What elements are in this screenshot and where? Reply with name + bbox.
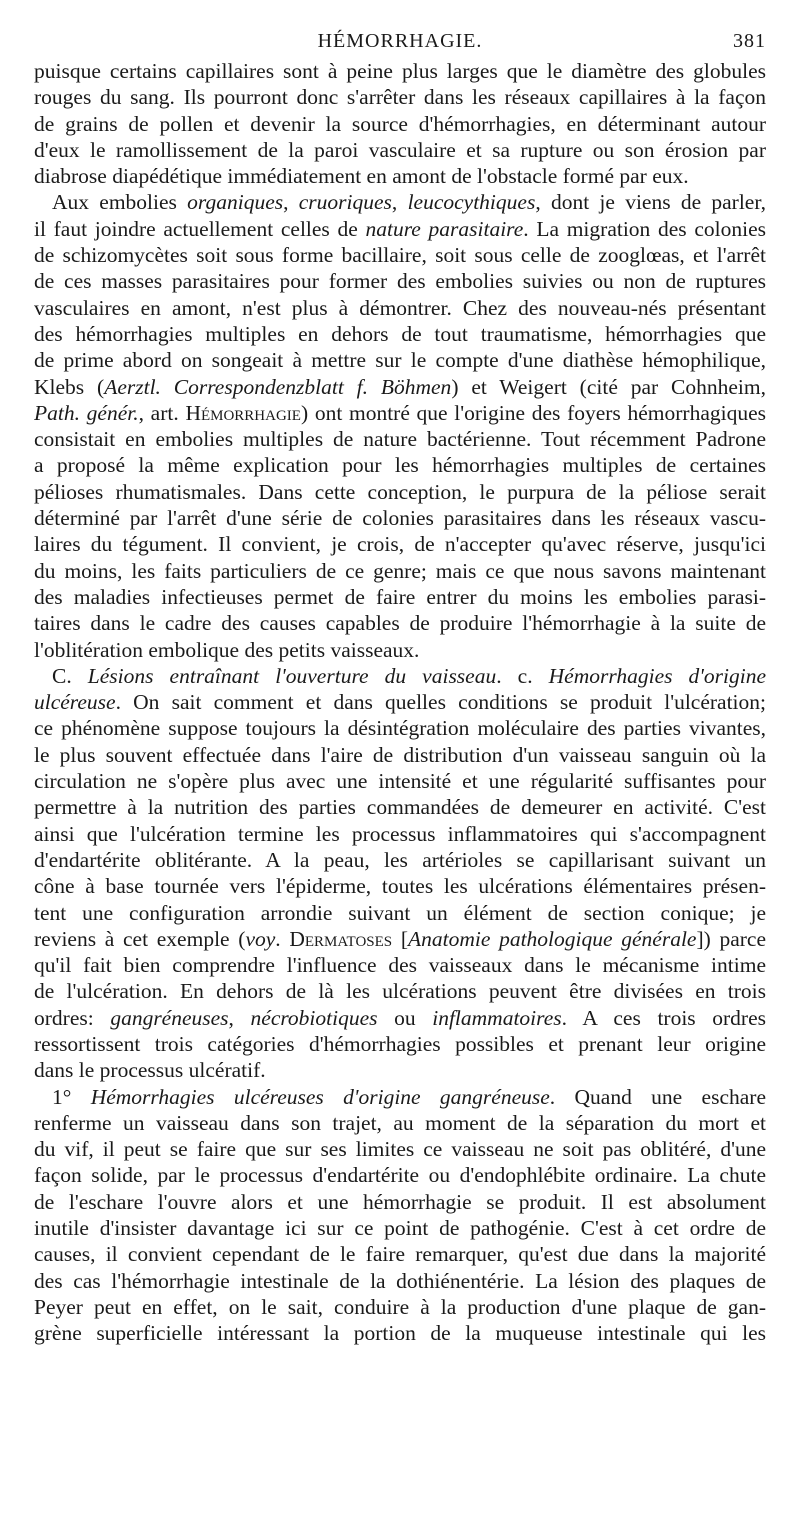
text-line: 1° Hémorrhagies ulcéreuses d'origine gangréneuse. Quand une eschare [52, 1084, 766, 1109]
text-line: ainsi que l'ulcération termine les processus inflammatoires qui s'accompagnent [34, 821, 766, 846]
text-line: vasculaires en amont, n'est plus à démontrer. Chez des nouveau-nés présentant [34, 295, 766, 320]
text-line: de ces masses parasitaires pour former des embolies suivies ou non de ruptures [34, 269, 766, 294]
page [34, 30, 766, 1347]
text-line: inutile d'insister davantage ici sur ce point de pathogénie. C'est à cet ordre de [34, 1216, 766, 1241]
text-line: taires dans le cadre des causes capables de produire l'hémorrhagie à la suite de [34, 611, 766, 636]
text-line: de grains de pollen et devenir la source d'hémorrhagies, en déterminant autour [34, 111, 766, 136]
text-line: renferme un vaisseau dans son trajet, au moment de la séparation du mort et [34, 1110, 766, 1135]
text-line: reviens à cet exemple (voy. Dermatoses [Anatomie pathologique générale]) parce [34, 926, 766, 951]
text-line: ce phénomène suppose toujours la désintégration moléculaire des parties vivantes, [34, 716, 766, 741]
text-line: causes, il convient cependant de le faire remarquer, qu'est due dans la majorité [34, 1242, 766, 1267]
text-line: de l'eschare l'ouvre alors et une hémorrhagie se produit. Il est absolument [34, 1189, 766, 1214]
text-line: circulation ne s'opère plus avec une intensité et une régularité suffisantes pour [34, 769, 766, 794]
page-number: 381 [733, 30, 766, 52]
text-line: de prime abord on songeait à mettre sur le compte d'une diathèse hémophilique, [34, 348, 766, 373]
text-line: grène superficielle intéressant la portion de la muqueuse intestinale qui les [34, 1321, 766, 1346]
text-line: façon solide, par le processus d'endartérite ou d'endophlébite ordinaire. La chute [34, 1163, 766, 1188]
text-line: ulcéreuse. On sait comment et dans quelles conditions se produit l'ulcération; [34, 690, 766, 715]
text-line: d'endartérite oblitérante. A la peau, les artérioles se capillarisant suivant un [34, 847, 766, 872]
text-line: le plus souvent effectuée dans l'aire de distribution d'un vaisseau sanguin où la [34, 742, 766, 767]
text-line: des hémorrhagies multiples en dehors de tout traumatisme, hémorrhagies que [34, 321, 766, 346]
text-line: de schizomycètes soit sous forme bacillaire, soit sous celle de zooglœas, et l'arrêt [34, 243, 766, 268]
running-head [34, 30, 766, 58]
text-line: a proposé la même explication pour les hémorrhagies multiples de certaines [34, 453, 766, 478]
text-line: qu'il fait bien comprendre l'influence des vaisseaux dans le mécanisme intime [34, 953, 766, 978]
text-line: puisque certains capillaires sont à peine plus larges que le diamètre des globules [34, 59, 766, 83]
text-line: Aux embolies organiques, cruoriques, leucocythiques, dont je viens de parler, [52, 190, 766, 215]
text-line: Peyer peut en effet, on le sait, conduire à la production d'une plaque de gan- [34, 1294, 766, 1319]
text-line: cône à base tournée vers l'épiderme, toutes les ulcérations élémentaires présen- [34, 874, 766, 899]
text-line: il faut joindre actuellement celles de nature parasitaire. La migration des colonies [34, 216, 766, 241]
text-line: C. Lésions entraînant l'ouverture du vaisseau. c. Hémorrhagies d'origine [52, 663, 766, 688]
text-line: de l'ulcération. En dehors de là les ulcérations peuvent être divisées en trois [34, 979, 766, 1004]
text-line: laires du tégument. Il convient, je crois, de n'accepter qu'avec réserve, jusqu'ici [34, 532, 766, 557]
text-line: du moins, les faits particuliers de ce genre; mais ce que nous savons maintenant [34, 558, 766, 583]
text-line: Klebs (Aerztl. Correspondenzblatt f. Böhmen) et Weigert (cité par Cohnheim, [34, 374, 766, 399]
text-line: du vif, il peut se faire que sur ses limites ce vaisseau ne soit pas oblitéré, d'une [34, 1137, 766, 1162]
body-text [34, 58, 766, 1347]
running-title: HÉMORRHAGIE. [317, 30, 483, 52]
text-line: diabrose diapédétique immédiatement en amont de l'obstacle formé par eux. [34, 164, 689, 189]
text-line: Path. génér., art. Hémorrhagie) ont montré que l'origine des foyers hémorrhagiques [34, 400, 766, 425]
text-line: pélioses rhumatismales. Dans cette conception, le purpura de la péliose serait [34, 479, 766, 504]
text-line: tent une configuration arrondie suivant un élément de section conique; je [34, 900, 766, 925]
text-line: dans le processus ulcératif. [34, 1058, 266, 1083]
text-line: consistait en embolies multiples de nature bactérienne. Tout récemment Padrone [34, 427, 766, 452]
text-line: rouges du sang. Ils pourront donc s'arrêter dans les réseaux capillaires à la façon [34, 85, 766, 110]
text-line: ressortissent trois catégories d'hémorrhagies possibles et prenant leur origine [34, 1031, 766, 1056]
text-line: des maladies infectieuses permet de faire entrer du moins les embolies parasi- [34, 584, 766, 609]
text-line: permettre à la nutrition des parties commandées de demeurer en activité. C'est [34, 795, 766, 820]
text-line: d'eux le ramollissement de la paroi vasculaire et sa rupture ou son érosion par [34, 137, 766, 162]
text-line: l'oblitération embolique des petits vaisseaux. [34, 637, 420, 662]
text-line: déterminé par l'arrêt d'une série de colonies parasitaires dans les réseaux vascu- [34, 506, 766, 531]
text-line: ordres: gangréneuses, nécrobiotiques ou inflammatoires. A ces trois ordres [34, 1005, 766, 1030]
text-line: des cas l'hémorrhagie intestinale de la dothiénentérie. La lésion des plaques de [34, 1268, 766, 1293]
